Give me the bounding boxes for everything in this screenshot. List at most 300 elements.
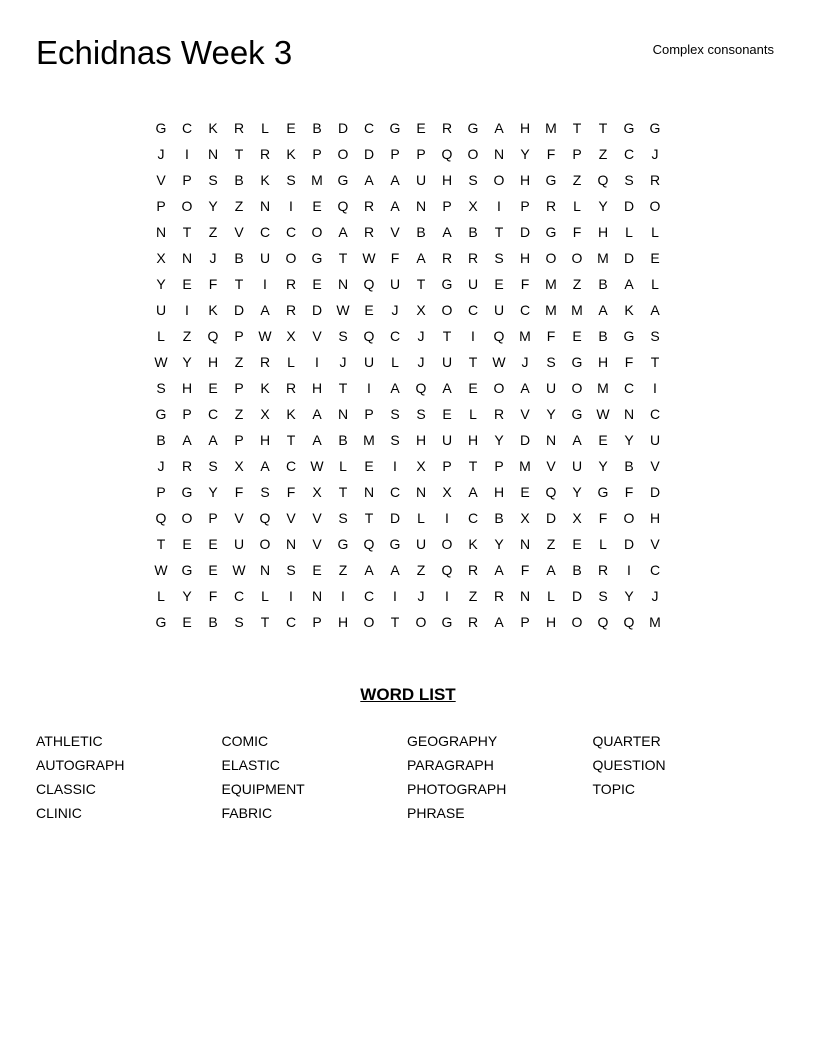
word-list-item: FABRIC — [221, 805, 273, 821]
grid-letter: T — [468, 458, 478, 474]
grid-letter: S — [338, 328, 348, 344]
grid-letter: E — [312, 198, 322, 214]
grid-letter: U — [441, 432, 453, 448]
grid-letter: E — [182, 276, 192, 292]
grid-letter: B — [598, 328, 608, 344]
grid-letter: B — [234, 172, 244, 188]
grid-letter: V — [286, 510, 296, 526]
grid-letter: U — [441, 354, 453, 370]
grid-letter: M — [545, 276, 557, 292]
grid-letter: P — [390, 146, 400, 162]
grid-letter: L — [469, 406, 477, 422]
grid-letter: Y — [208, 484, 218, 500]
grid-letter: U — [259, 250, 271, 266]
grid-letter: Y — [624, 432, 634, 448]
grid-letter: Q — [441, 562, 453, 578]
grid-letter: W — [310, 458, 324, 474]
grid-letter: H — [597, 224, 609, 240]
grid-letter: W — [362, 250, 376, 266]
grid-letter: K — [208, 120, 218, 136]
grid-letter: G — [389, 536, 401, 552]
grid-letter: V — [650, 458, 660, 474]
grid-letter: P — [520, 614, 530, 630]
grid-letter: H — [467, 432, 479, 448]
grid-letter: I — [653, 380, 657, 396]
grid-letter: E — [364, 458, 374, 474]
grid-letter: A — [546, 562, 556, 578]
grid-letter: S — [546, 354, 556, 370]
grid-letter: R — [181, 458, 193, 474]
grid-letter: G — [467, 120, 479, 136]
grid-letter: U — [363, 354, 375, 370]
grid-letter: I — [393, 458, 397, 474]
grid-letter: L — [261, 120, 269, 136]
grid-letter: C — [519, 302, 531, 318]
grid-letter: U — [545, 380, 557, 396]
grid-letter: N — [415, 198, 427, 214]
grid-letter: C — [389, 484, 401, 500]
grid-letter: H — [181, 380, 193, 396]
grid-letter: I — [315, 354, 319, 370]
grid-letter: V — [650, 536, 660, 552]
grid-letter: O — [571, 250, 583, 266]
grid-letter: X — [312, 484, 322, 500]
grid-letter: A — [312, 406, 322, 422]
grid-letter: R — [441, 120, 453, 136]
grid-letter: Z — [468, 588, 478, 604]
grid-letter: E — [468, 380, 478, 396]
grid-letter: P — [234, 432, 244, 448]
grid-letter: P — [234, 328, 244, 344]
grid-letter: G — [155, 614, 167, 630]
grid-letter: S — [624, 172, 634, 188]
word-list-heading: WORD LIST — [360, 685, 456, 704]
grid-letter: L — [573, 198, 581, 214]
grid-letter: S — [286, 172, 296, 188]
grid-letter: M — [545, 120, 557, 136]
grid-letter: A — [416, 250, 426, 266]
grid-letter: M — [363, 432, 375, 448]
grid-letter: X — [416, 302, 426, 318]
grid-letter: E — [572, 536, 582, 552]
grid-letter: Z — [416, 562, 426, 578]
grid-letter: K — [286, 406, 296, 422]
grid-letter: E — [182, 614, 192, 630]
grid-letter: T — [572, 120, 582, 136]
grid-letter: X — [442, 484, 452, 500]
grid-letter: S — [208, 172, 218, 188]
grid-letter: I — [289, 588, 293, 604]
grid-letter: L — [261, 588, 269, 604]
grid-letter: U — [415, 172, 427, 188]
grid-letter: O — [493, 380, 505, 396]
grid-letter: N — [181, 250, 193, 266]
grid-letter: V — [312, 510, 322, 526]
grid-letter: Z — [208, 224, 218, 240]
grid-letter: G — [545, 172, 557, 188]
grid-letter: N — [259, 198, 271, 214]
grid-letter: Z — [182, 328, 192, 344]
word-list-item: AUTOGRAPH — [36, 757, 125, 773]
grid-letter: I — [367, 380, 371, 396]
grid-letter: P — [208, 510, 218, 526]
grid-letter: H — [337, 614, 349, 630]
grid-letter: X — [416, 458, 426, 474]
grid-letter: O — [441, 536, 453, 552]
grid-letter: B — [416, 224, 426, 240]
grid-letter: A — [494, 120, 504, 136]
grid-letter: J — [417, 588, 425, 604]
grid-letter: T — [234, 146, 244, 162]
grid-letter: G — [545, 224, 557, 240]
grid-letter: R — [233, 120, 245, 136]
grid-letter: Y — [494, 536, 504, 552]
grid-letter: Z — [572, 172, 582, 188]
grid-letter: O — [181, 510, 193, 526]
word-list-item: TOPIC — [592, 781, 636, 797]
grid-letter: Q — [493, 328, 505, 344]
grid-letter: Q — [623, 614, 635, 630]
grid-letter: O — [415, 614, 427, 630]
word-list-item: CLASSIC — [36, 781, 96, 797]
grid-letter: Y — [494, 432, 504, 448]
word-list-column — [222, 730, 408, 826]
grid-letter: X — [234, 458, 244, 474]
grid-letter: H — [311, 380, 323, 396]
grid-letter: U — [233, 536, 245, 552]
grid-letter: O — [181, 198, 193, 214]
grid-letter: A — [390, 172, 400, 188]
grid-letter: A — [494, 562, 504, 578]
grid-letter: S — [468, 172, 478, 188]
grid-letter: A — [520, 380, 530, 396]
grid-letter: A — [572, 432, 582, 448]
grid-letter: P — [442, 458, 452, 474]
grid-letter: F — [208, 588, 218, 604]
grid-letter: P — [156, 484, 166, 500]
grid-letter: G — [597, 484, 609, 500]
grid-letter: G — [571, 354, 583, 370]
grid-letter: B — [624, 458, 634, 474]
word-list-item: ATHLETIC — [36, 733, 103, 749]
grid-letter: W — [258, 328, 272, 344]
grid-letter: D — [519, 432, 531, 448]
grid-letter: H — [545, 614, 557, 630]
grid-letter: D — [233, 302, 245, 318]
grid-letter: F — [546, 146, 556, 162]
grid-letter: Z — [234, 406, 244, 422]
grid-letter: J — [209, 250, 217, 266]
grid-letter: Q — [207, 328, 219, 344]
grid-letter: N — [415, 484, 427, 500]
grid-letter: C — [389, 328, 401, 344]
grid-letter: A — [260, 302, 270, 318]
grid-letter: F — [598, 510, 608, 526]
grid-letter: H — [519, 172, 531, 188]
grid-letter: U — [649, 432, 661, 448]
grid-letter: D — [623, 198, 635, 214]
grid-letter: T — [338, 250, 348, 266]
grid-letter: Y — [546, 406, 556, 422]
grid-letter: J — [417, 354, 425, 370]
grid-letter: L — [157, 588, 165, 604]
grid-letter: J — [339, 354, 347, 370]
grid-letter: F — [520, 276, 530, 292]
grid-letter: U — [389, 276, 401, 292]
grid-letter: S — [286, 562, 296, 578]
grid-letter: U — [415, 536, 427, 552]
grid-letter: P — [416, 146, 426, 162]
word-list-item: PHRASE — [407, 805, 465, 821]
grid-letter: E — [364, 302, 374, 318]
grid-letter: B — [338, 432, 348, 448]
grid-letter: E — [286, 120, 296, 136]
grid-letter: A — [442, 224, 452, 240]
grid-letter: D — [311, 302, 323, 318]
grid-letter: H — [493, 484, 505, 500]
grid-letter: E — [520, 484, 530, 500]
grid-letter: F — [390, 250, 400, 266]
grid-letter: Z — [572, 276, 582, 292]
grid-letter: O — [363, 614, 375, 630]
grid-letter: M — [571, 302, 583, 318]
grid-letter: W — [154, 354, 168, 370]
word-list-column — [407, 730, 593, 826]
grid-letter: R — [467, 250, 479, 266]
grid-letter: Q — [441, 146, 453, 162]
grid-letter: Q — [363, 276, 375, 292]
grid-letter: G — [389, 120, 401, 136]
grid-letter: C — [285, 614, 297, 630]
grid-letter: R — [285, 302, 297, 318]
word-list-item: CLINIC — [36, 805, 82, 821]
grid-letter: T — [364, 510, 374, 526]
grid-letter: E — [416, 120, 426, 136]
grid-letter: S — [338, 510, 348, 526]
grid-letter: A — [650, 302, 660, 318]
grid-letter: D — [363, 146, 375, 162]
grid-letter: O — [311, 224, 323, 240]
grid-letter: B — [494, 510, 504, 526]
grid-letter: G — [571, 406, 583, 422]
grid-letter: C — [181, 120, 193, 136]
grid-letter: N — [259, 562, 271, 578]
grid-letter: S — [416, 406, 426, 422]
grid-letter: O — [337, 146, 349, 162]
grid-letter: I — [445, 588, 449, 604]
grid-letter: A — [390, 562, 400, 578]
grid-letter: G — [649, 120, 661, 136]
grid-letter: B — [468, 224, 478, 240]
grid-letter: O — [493, 172, 505, 188]
grid-letter: F — [208, 276, 218, 292]
grid-letter: A — [624, 276, 634, 292]
grid-letter: S — [208, 458, 218, 474]
grid-letter: Y — [182, 354, 192, 370]
grid-letter: V — [156, 172, 166, 188]
word-list-item: COMIC — [221, 733, 269, 749]
grid-letter: V — [234, 224, 244, 240]
grid-letter: O — [571, 380, 583, 396]
grid-letter: R — [285, 380, 297, 396]
grid-letter: G — [155, 406, 167, 422]
grid-letter: C — [207, 406, 219, 422]
grid-letter: J — [651, 146, 659, 162]
grid-letter: R — [259, 354, 271, 370]
grid-letter: L — [599, 536, 607, 552]
grid-letter: A — [494, 614, 504, 630]
grid-letter: H — [207, 354, 219, 370]
grid-letter: D — [545, 510, 557, 526]
word-search-grid — [148, 115, 668, 635]
grid-letter: G — [311, 250, 323, 266]
grid-letter: F — [624, 484, 634, 500]
word-list — [36, 730, 778, 826]
grid-letter: P — [156, 198, 166, 214]
grid-letter: O — [545, 250, 557, 266]
grid-letter: P — [182, 406, 192, 422]
grid-letter: X — [260, 406, 270, 422]
grid-letter: N — [545, 432, 557, 448]
grid-letter: D — [389, 510, 401, 526]
grid-letter: F — [624, 354, 634, 370]
grid-letter: N — [207, 146, 219, 162]
grid-letter: Q — [363, 328, 375, 344]
grid-letter: I — [497, 198, 501, 214]
grid-letter: A — [468, 484, 478, 500]
word-list-item: EQUIPMENT — [221, 781, 305, 797]
grid-letter: U — [571, 458, 583, 474]
grid-letter: U — [155, 302, 167, 318]
grid-letter: R — [259, 146, 271, 162]
grid-letter: V — [312, 536, 322, 552]
grid-letter: R — [545, 198, 557, 214]
grid-letter: N — [623, 406, 635, 422]
grid-letter: H — [649, 510, 661, 526]
grid-letter: Q — [337, 198, 349, 214]
grid-letter: G — [155, 120, 167, 136]
grid-letter: B — [208, 614, 218, 630]
grid-letter: E — [312, 562, 322, 578]
grid-letter: T — [442, 328, 452, 344]
grid-letter: O — [623, 510, 635, 526]
grid-letter: Y — [598, 198, 608, 214]
grid-letter: B — [598, 276, 608, 292]
grid-letter: Y — [182, 588, 192, 604]
grid-letter: E — [208, 562, 218, 578]
grid-letter: Q — [597, 172, 609, 188]
grid-letter: S — [390, 406, 400, 422]
word-list-item: QUARTER — [592, 733, 661, 749]
grid-letter: F — [546, 328, 556, 344]
grid-letter: Q — [415, 380, 427, 396]
grid-letter: L — [417, 510, 425, 526]
grid-letter: A — [260, 458, 270, 474]
grid-letter: A — [390, 198, 400, 214]
grid-letter: Q — [363, 536, 375, 552]
grid-letter: M — [649, 614, 661, 630]
grid-letter: N — [311, 588, 323, 604]
grid-letter: C — [233, 588, 245, 604]
grid-letter: C — [259, 224, 271, 240]
grid-letter: P — [572, 146, 582, 162]
grid-letter: X — [156, 250, 166, 266]
grid-letter: L — [157, 328, 165, 344]
grid-letter: A — [364, 562, 374, 578]
grid-letter: Q — [155, 510, 167, 526]
grid-letter: T — [650, 354, 660, 370]
grid-letter: P — [312, 614, 322, 630]
grid-letter: P — [494, 458, 504, 474]
grid-letter: C — [623, 380, 635, 396]
grid-letter: Y — [624, 588, 634, 604]
grid-letter: N — [337, 276, 349, 292]
grid-letter: D — [571, 588, 583, 604]
grid-letter: F — [286, 484, 296, 500]
grid-letter: R — [467, 614, 479, 630]
grid-letter: R — [649, 172, 661, 188]
grid-letter: F — [234, 484, 244, 500]
grid-letter: O — [441, 302, 453, 318]
grid-letter: W — [336, 302, 350, 318]
grid-letter: N — [337, 406, 349, 422]
grid-letter: N — [363, 484, 375, 500]
grid-letter: W — [596, 406, 610, 422]
word-list-item: GEOGRAPHY — [407, 733, 498, 749]
grid-letter: Z — [234, 354, 244, 370]
grid-letter: C — [467, 302, 479, 318]
grid-letter: V — [234, 510, 244, 526]
page-title: Echidnas Week 3 — [36, 34, 293, 71]
grid-letter: V — [520, 406, 530, 422]
grid-letter: L — [339, 458, 347, 474]
grid-letter: C — [363, 588, 375, 604]
grid-letter: I — [263, 276, 267, 292]
grid-letter: X — [468, 198, 478, 214]
grid-letter: T — [390, 614, 400, 630]
grid-letter: R — [363, 224, 375, 240]
grid-letter: J — [651, 588, 659, 604]
page-subtitle: Complex consonants — [652, 42, 774, 57]
grid-letter: Q — [545, 484, 557, 500]
grid-letter: C — [649, 406, 661, 422]
grid-letter: E — [182, 536, 192, 552]
grid-letter: I — [445, 510, 449, 526]
grid-letter: T — [416, 276, 426, 292]
grid-letter: Z — [338, 562, 348, 578]
grid-letter: A — [364, 172, 374, 188]
grid-letter: R — [467, 562, 479, 578]
grid-letter: J — [157, 146, 165, 162]
grid-letter: Z — [234, 198, 244, 214]
grid-letter: D — [337, 120, 349, 136]
grid-letter: T — [494, 224, 504, 240]
grid-letter: A — [338, 224, 348, 240]
grid-letter: A — [312, 432, 322, 448]
grid-letter: S — [390, 432, 400, 448]
grid-letter: N — [493, 146, 505, 162]
grid-letter: B — [156, 432, 166, 448]
grid-letter: Z — [546, 536, 556, 552]
grid-letter: L — [651, 276, 659, 292]
grid-letter: R — [493, 588, 505, 604]
grid-letter: L — [391, 354, 399, 370]
grid-letter: T — [338, 380, 348, 396]
grid-letter: L — [547, 588, 555, 604]
grid-letter: Q — [597, 614, 609, 630]
grid-letter: T — [598, 120, 608, 136]
grid-letter: V — [312, 328, 322, 344]
